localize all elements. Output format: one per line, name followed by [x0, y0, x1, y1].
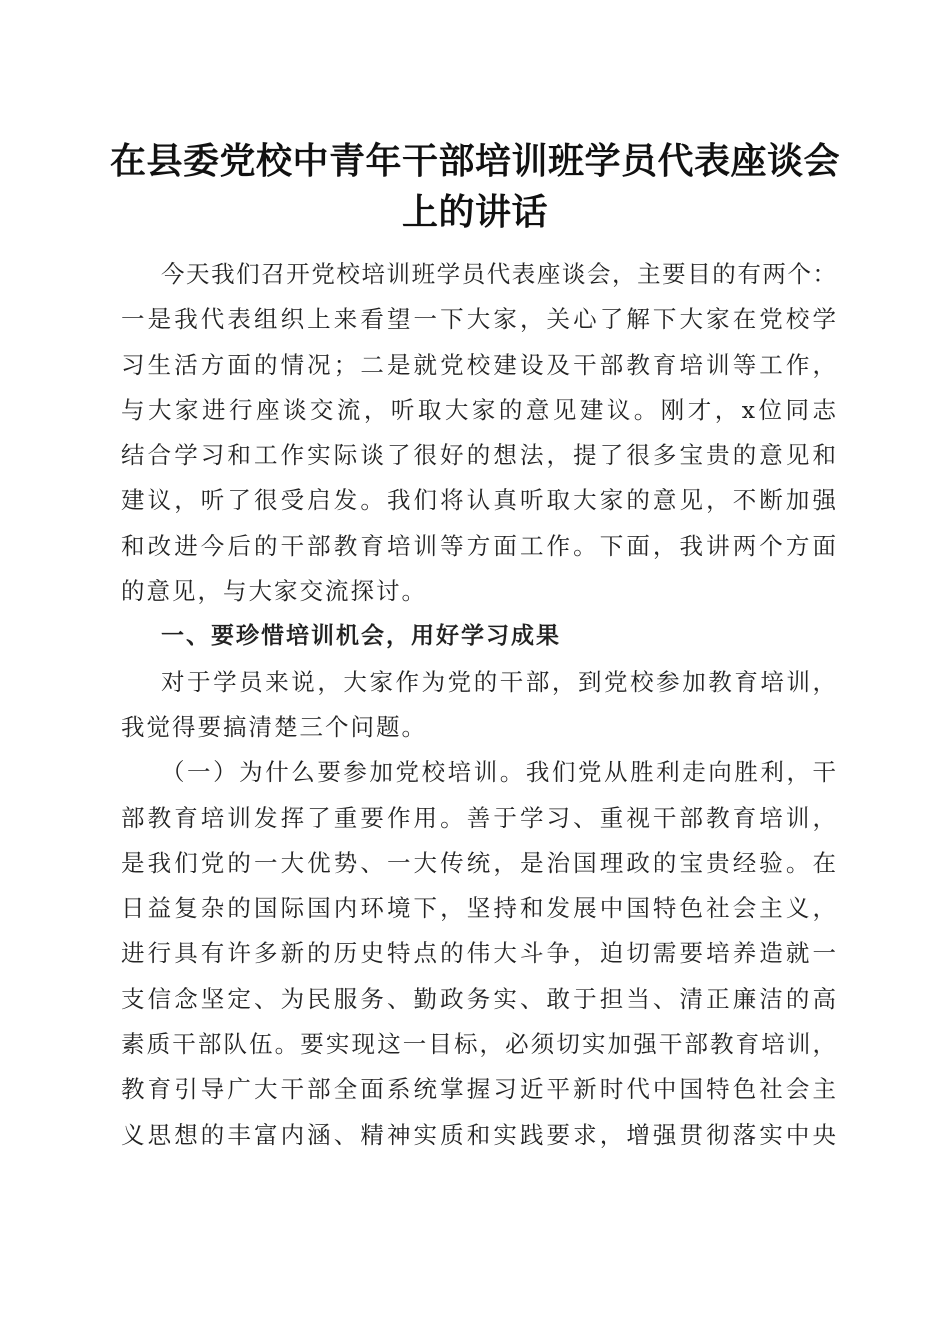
text-line: 支信念坚定、为民服务、勤政务实、敢于担当、清正廉洁的高 [121, 984, 836, 1013]
text-line: 一是我代表组织上来看望一下大家，关心了解下大家在党校学 [121, 305, 836, 334]
text-line: 是我们党的一大优势、一大传统，是治国理政的宝贵经验。在 [121, 848, 836, 877]
text-line: （一）为什么要参加党校培训。我们党从胜利走向胜利，干 [161, 758, 836, 787]
text-line: 的意见，与大家交流探讨。 [121, 577, 427, 606]
text-line: 日益复杂的国际国内环境下，坚持和发展中国特色社会主义， [121, 894, 836, 923]
text-line: 素质干部队伍。要实现这一目标，必须切实加强干部教育培训， [121, 1030, 836, 1059]
text-line: 部教育培训发挥了重要作用。善于学习、重视干部教育培训， [121, 803, 836, 832]
paragraph-students [121, 660, 836, 751]
text-line: 对于学员来说，大家作为党的干部，到党校参加教育培训， [161, 667, 836, 696]
text-line: 习生活方面的情况；二是就党校建设及干部教育培训等工作， [121, 350, 836, 379]
text-line: 结合学习和工作实际谈了很好的想法，提了很多宝贵的意见和 [121, 441, 836, 470]
text-line: 建议，听了很受启发。我们将认真听取大家的意见，不断加强 [121, 486, 836, 515]
text-line: 教育引导广大干部全面系统掌握习近平新时代中国特色社会主 [121, 1075, 836, 1104]
title-line: 在县委党校中青年干部培训班学员代表座谈会 [109, 140, 840, 182]
text-line: 我觉得要搞清楚三个问题。 [121, 712, 427, 741]
title-line: 上的讲话 [401, 191, 548, 233]
text-line: 今天我们召开党校培训班学员代表座谈会，主要目的有两个： [161, 260, 836, 288]
document-title [100, 136, 850, 238]
document-body [121, 252, 836, 1158]
paragraph-intro [121, 252, 836, 614]
text-line: 进行具有许多新的历史特点的伟大斗争，迫切需要培养造就一 [121, 939, 836, 968]
text-line: 与大家进行座谈交流，听取大家的意见建议。刚才，x位同志 [121, 395, 836, 424]
paragraph-why-training [121, 750, 836, 1158]
text-line: 义思想的丰富内涵、精神实质和实践要求，增强贯彻落实中央 [121, 1120, 836, 1149]
text-line: 和改进今后的干部教育培训等方面工作。下面，我讲两个方面 [121, 531, 836, 560]
section-heading: 一、要珍惜培训机会，用好学习成果 [161, 623, 561, 650]
